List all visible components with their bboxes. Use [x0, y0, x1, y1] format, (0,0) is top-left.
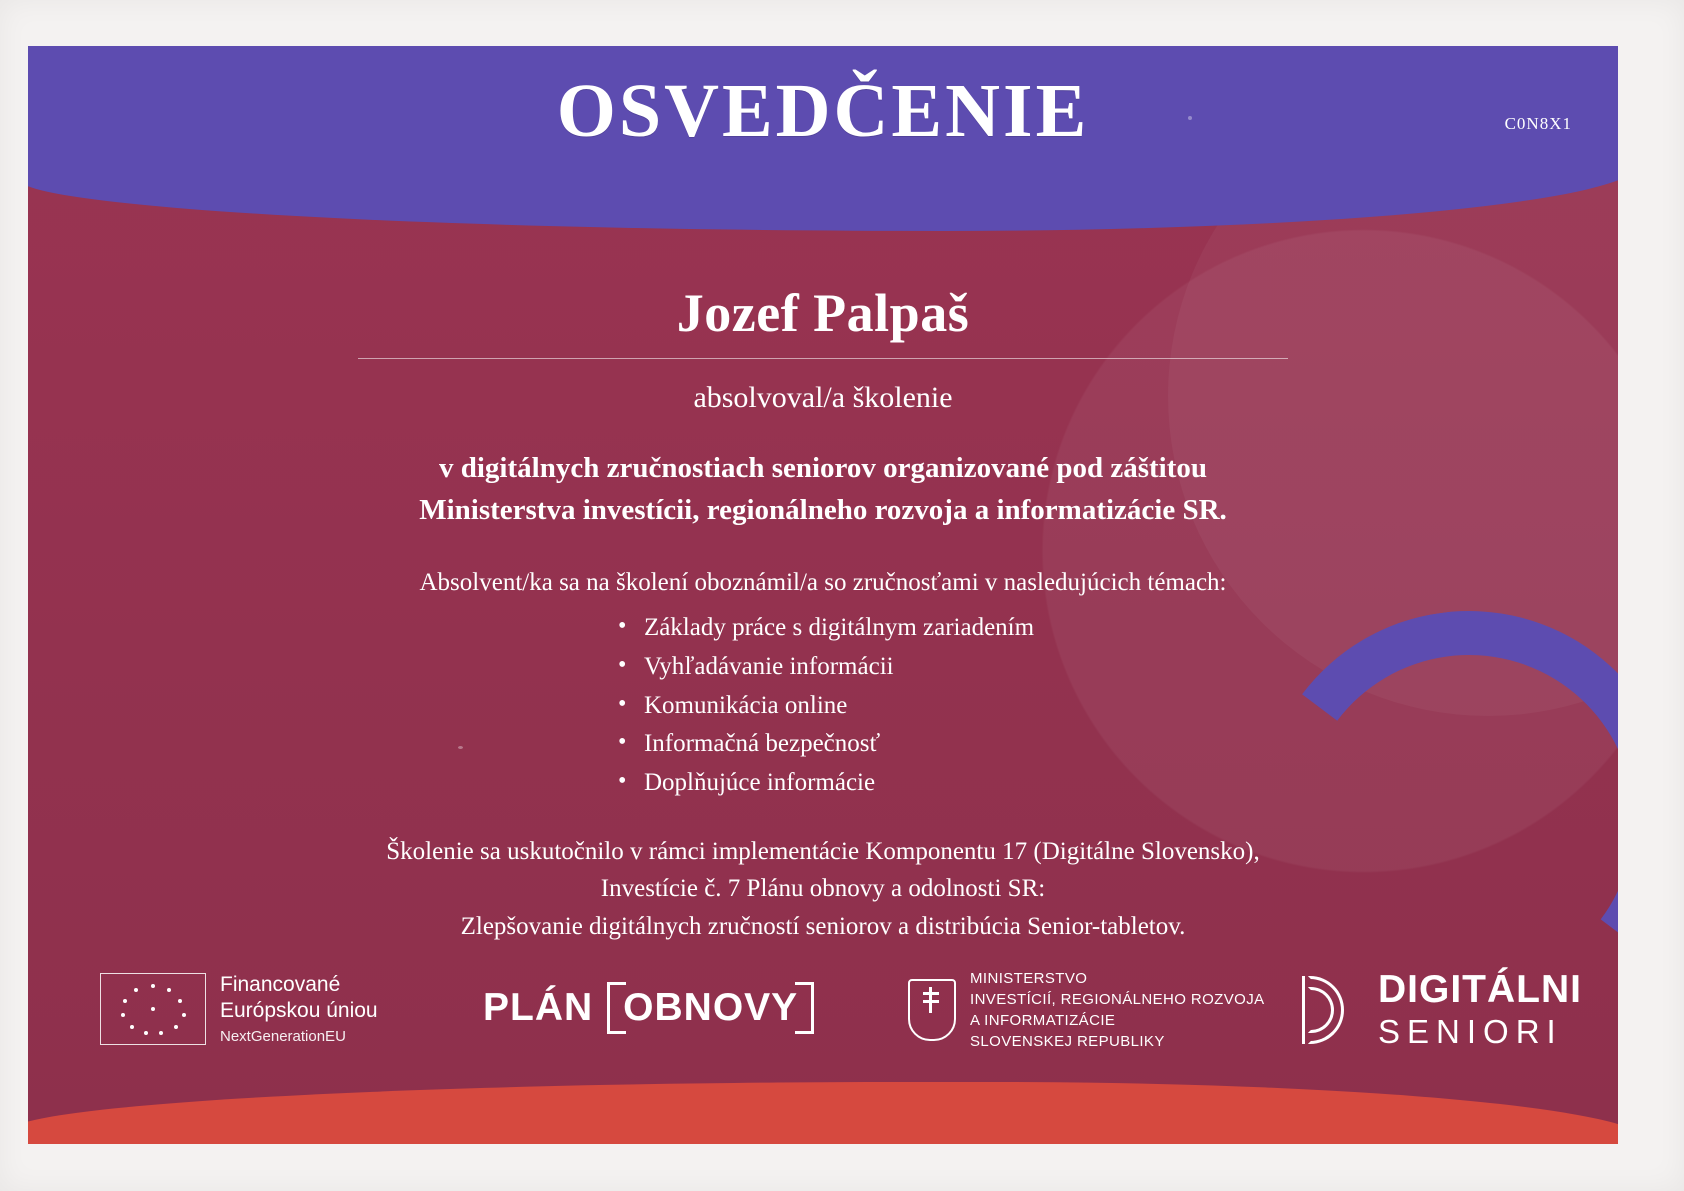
programme-footnote [28, 833, 1618, 946]
recipient-name: Jozef Palpaš [358, 282, 1288, 359]
ministry-line-1: INVESTÍCIÍ, REGIONÁLNEHO ROZVOJA [970, 991, 1265, 1008]
eu-line-3: NextGenerationEU [220, 1027, 346, 1045]
digital-seniors-text [1378, 970, 1582, 1050]
eu-line-1: Financované [220, 973, 341, 996]
topics-list [612, 609, 1034, 803]
certificate-body [28, 242, 1618, 945]
ministry-line-3: SLOVENSKEJ REPUBLIKY [970, 1033, 1165, 1050]
eu-funding-text [220, 972, 378, 1046]
eu-flag-icon [100, 973, 206, 1045]
logo-strip [28, 964, 1618, 1074]
list-item: • Doplňujúce informácie [612, 764, 1034, 803]
ministry-line-2: A INFORMATIZÁCIE [970, 1012, 1116, 1029]
list-item: • Komunikácia online [612, 687, 1034, 726]
eu-funding-logo [100, 972, 378, 1046]
certificate-code: C0N8X1 [1504, 114, 1572, 133]
digital-seniors-mark-icon [1302, 976, 1364, 1044]
eu-stars [101, 974, 205, 1044]
eu-line-2: Európskou úniou [220, 999, 378, 1023]
ministry-logo [908, 968, 1265, 1052]
digital-seniors-line-1: DIGITÁLNI [1378, 968, 1582, 1011]
footnote-line-3: Zlepšovanie digitálnych zručností seniorov a distribúcia Senior-tabletov. [460, 912, 1186, 940]
ministry-text [970, 968, 1265, 1052]
plan-obnovy-word-2: OBNOVY [607, 982, 814, 1034]
topics-intro: Absolvent/ka sa na školení oboznámil/a so zručnosťami v nasledujúcich témach: [419, 569, 1227, 597]
list-item: • Informačná bezpečnosť [612, 725, 1034, 764]
footnote-line-1: Školenie sa uskutočnilo v rámci implementácie Komponentu 17 (Digitálne Slovensko), [386, 837, 1260, 865]
footnote-line-2: Investície č. 7 Plánu obnovy a odolnosti SR: [600, 875, 1046, 903]
slovak-coat-of-arms-icon [908, 979, 956, 1041]
certificate [28, 46, 1618, 1144]
ministry-head: MINISTERSTVO [970, 970, 1088, 987]
plan-obnovy-word-1: PLÁN [483, 986, 594, 1029]
statement-line-2: Ministerstva investícii, regionálneho rozvoja a informatizácie SR. [419, 494, 1227, 527]
digital-seniors-line-2: SENIORI [1378, 1012, 1563, 1050]
recipient-subtitle: absolvoval/a školenie [693, 381, 953, 414]
digitalni-seniori-logo [1302, 970, 1582, 1050]
list-item: • Vyhľadávanie informácii [612, 648, 1034, 687]
footer-band [28, 1082, 1618, 1144]
list-item: • Základy práce s digitálnym zariadením [612, 609, 1034, 648]
page-title: OSVEDČENIE [556, 69, 1090, 153]
statement [28, 447, 1618, 531]
plan-obnovy-logo [483, 982, 814, 1034]
statement-line-1: v digitálnych zručnostiach seniorov organizované pod záštitou [439, 452, 1207, 484]
